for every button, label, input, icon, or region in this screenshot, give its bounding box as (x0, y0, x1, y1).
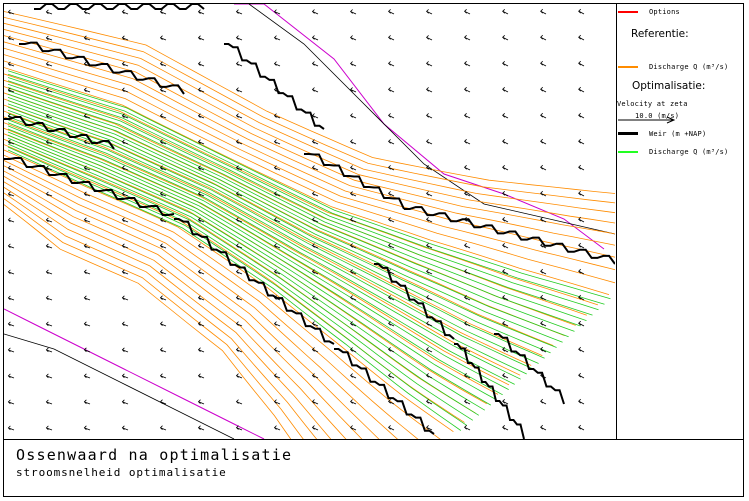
velocity-arrowhead (313, 426, 315, 430)
velocity-arrowhead (579, 425, 581, 429)
velocity-arrowhead (465, 425, 467, 429)
velocity-arrowhead (541, 139, 543, 143)
velocity-arrowhead (351, 296, 353, 300)
velocity-arrowhead (503, 191, 505, 195)
velocity-arrowhead (427, 321, 429, 325)
weir-lines (4, 4, 615, 439)
velocity-arrowhead (351, 426, 353, 430)
legend-label-weir: Weir (m +NAP) (649, 130, 707, 138)
velocity-arrowhead (541, 87, 543, 91)
discharge-line-optimised (8, 104, 551, 353)
legend-label-discharge-opt: Discharge Q (m³/s) (649, 148, 729, 156)
velocity-arrowhead (237, 244, 239, 248)
velocity-arrowhead (503, 373, 505, 377)
velocity-arrowhead (351, 10, 353, 14)
weir-line (494, 334, 564, 404)
velocity-arrowhead (351, 62, 353, 66)
velocity-arrowhead (389, 243, 391, 247)
velocity-arrowhead (579, 373, 581, 377)
weir-line (174, 219, 334, 344)
velocity-arrowhead (237, 348, 239, 352)
velocity-arrowhead (351, 400, 353, 404)
velocity-arrowhead (389, 373, 391, 377)
velocity-arrowhead (389, 9, 391, 13)
velocity-arrowhead (389, 139, 391, 143)
legend-label-options: Options (649, 8, 680, 16)
velocity-arrowhead (389, 165, 391, 169)
velocity-arrowhead (313, 192, 315, 196)
velocity-arrowhead (351, 374, 353, 378)
velocity-arrowhead (503, 35, 505, 39)
discharge-line-optimised (8, 113, 533, 368)
weir-line (224, 44, 324, 129)
velocity-arrowhead (541, 9, 543, 13)
velocity-arrowhead (313, 36, 315, 40)
discharge-line-reference (4, 193, 365, 439)
velocity-arrowhead (313, 10, 315, 14)
map-title: Ossenwaard na optimalisatie (16, 446, 293, 464)
velocity-arrowhead (579, 399, 581, 403)
legend-label-discharge-ref: Discharge Q (m³/s) (649, 63, 729, 71)
velocity-arrowhead (313, 322, 315, 326)
velocity-arrowhead (389, 321, 391, 325)
velocity-arrowhead (351, 140, 353, 144)
velocity-arrowhead (161, 36, 163, 40)
velocity-arrowhead (161, 244, 163, 248)
velocity-arrowhead (237, 270, 239, 274)
velocity-arrowhead (351, 36, 353, 40)
velocity-arrowhead (579, 191, 581, 195)
velocity-arrowhead (503, 425, 505, 429)
velocity-arrowhead (465, 399, 467, 403)
velocity-arrowhead (161, 322, 163, 326)
velocity-arrowhead (503, 113, 505, 117)
velocity-arrowhead (541, 269, 543, 273)
velocity-arrowhead (237, 62, 239, 66)
velocity-arrowhead (161, 88, 163, 92)
legend-panel (616, 4, 744, 439)
velocity-arrowhead (161, 270, 163, 274)
velocity-arrowhead (503, 217, 505, 221)
velocity-arrowhead (465, 9, 467, 13)
discharge-line-reference (4, 117, 520, 375)
discharge-line-optimised (8, 144, 473, 420)
velocity-arrowhead (389, 191, 391, 195)
velocity-arrowhead (503, 165, 505, 169)
velocity-arrowhead (503, 87, 505, 91)
velocity-arrowhead (161, 400, 163, 404)
legend-swatch-discharge-ref (618, 66, 638, 68)
velocity-arrowhead (427, 243, 429, 247)
velocity-arrowhead (541, 61, 543, 65)
velocity-arrowhead (579, 35, 581, 39)
velocity-arrowhead (427, 139, 429, 143)
velocity-arrowhead (579, 139, 581, 143)
velocity-arrowhead (237, 88, 239, 92)
velocity-arrowhead (389, 425, 391, 429)
velocity-arrowhead (389, 61, 391, 65)
velocity-arrowhead (313, 218, 315, 222)
velocity-arrowhead (351, 192, 353, 196)
velocity-arrowhead (579, 321, 581, 325)
velocity-arrowhead (579, 61, 581, 65)
velocity-arrowhead (541, 191, 543, 195)
velocity-arrowhead (237, 426, 239, 430)
velocity-arrowhead (427, 35, 429, 39)
velocity-arrowhead (541, 399, 543, 403)
model-boundary (4, 4, 604, 439)
velocity-arrowhead (313, 62, 315, 66)
velocity-arrowhead (541, 113, 543, 117)
reference-discharge-lines (4, 12, 615, 440)
velocity-arrowhead (503, 399, 505, 403)
flow-map-canvas (4, 4, 615, 439)
velocity-arrowhead (541, 243, 543, 247)
velocity-arrowhead (237, 296, 239, 300)
velocity-arrowhead (427, 113, 429, 117)
flow-map (4, 4, 615, 439)
velocity-arrowhead (313, 140, 315, 144)
velocity-arrowhead (389, 113, 391, 117)
terrain-outline (4, 4, 615, 439)
velocity-arrowhead (579, 243, 581, 247)
legend-velocity-label: Velocity at zeta (617, 100, 688, 108)
velocity-arrowhead (503, 139, 505, 143)
velocity-arrowhead (427, 399, 429, 403)
legend-heading-optimalisatie: Optimalisatie: (632, 80, 706, 92)
velocity-arrowhead (161, 296, 163, 300)
discharge-line-optimised (8, 74, 605, 304)
legend-item-options (617, 5, 745, 19)
legend-swatch-discharge-opt (618, 151, 638, 153)
velocity-arrowhead (427, 217, 429, 221)
velocity-arrowhead (351, 166, 353, 170)
discharge-line-reference (4, 61, 615, 284)
velocity-arrowhead (237, 36, 239, 40)
velocity-arrowhead (161, 62, 163, 66)
discharge-line-reference (4, 23, 615, 223)
velocity-arrowhead (161, 348, 163, 352)
velocity-arrowhead (427, 191, 429, 195)
velocity-arrowhead (351, 114, 353, 118)
velocity-arrowhead (579, 347, 581, 351)
velocity-arrowhead (237, 400, 239, 404)
title-block (4, 439, 744, 496)
legend-item-discharge-opt (617, 145, 745, 159)
velocity-arrowhead (465, 243, 467, 247)
velocity-arrowhead (161, 374, 163, 378)
velocity-arrowhead (579, 165, 581, 169)
velocity-arrowhead (541, 425, 543, 429)
legend-swatch-weir (618, 132, 638, 135)
velocity-arrowhead (237, 374, 239, 378)
velocity-arrowhead (503, 9, 505, 13)
legend-heading-referentie: Referentie: (631, 28, 689, 40)
weir-line (34, 4, 204, 9)
velocity-arrowhead (427, 269, 429, 273)
velocity-arrowhead (541, 165, 543, 169)
velocity-arrowhead (313, 88, 315, 92)
velocity-arrowhead (579, 9, 581, 13)
velocity-arrowhead (427, 87, 429, 91)
velocity-arrowhead (541, 35, 543, 39)
discharge-line-optimised (8, 123, 515, 385)
legend-swatch-options (618, 11, 638, 13)
discharge-line-reference (4, 166, 420, 439)
discharge-line-reference (4, 42, 615, 254)
legend-velocity-value: 10.0 (m/s) (635, 112, 680, 120)
velocity-arrowhead (465, 113, 467, 117)
velocity-arrowhead (389, 87, 391, 91)
velocity-arrowhead (465, 35, 467, 39)
velocity-arrowhead (465, 165, 467, 169)
velocity-arrowhead (541, 321, 543, 325)
velocity-arrowhead (503, 61, 505, 65)
velocity-arrowhead (237, 10, 239, 14)
velocity-arrowhead (465, 191, 467, 195)
discharge-line-reference (4, 155, 442, 439)
map-subtitle: stroomsnelheid optimalisatie (16, 466, 227, 479)
velocity-arrowhead (237, 114, 239, 118)
velocity-arrowhead (427, 9, 429, 13)
velocity-arrowhead (161, 10, 163, 14)
velocity-arrowhead (427, 347, 429, 351)
velocity-arrowhead (313, 244, 315, 248)
velocity-arrowhead (503, 243, 505, 247)
velocity-arrowhead (389, 35, 391, 39)
velocity-arrowhead (237, 218, 239, 222)
velocity-arrowhead (161, 426, 163, 430)
velocity-arrowhead (465, 139, 467, 143)
velocity-arrowhead (465, 87, 467, 91)
velocity-arrowhead (427, 61, 429, 65)
velocity-arrowhead (579, 87, 581, 91)
legend-item-weir (617, 127, 745, 141)
velocity-arrowhead (465, 61, 467, 65)
legend-item-discharge-ref (617, 60, 745, 74)
boundary-line (4, 309, 264, 439)
velocity-arrowhead (579, 113, 581, 117)
